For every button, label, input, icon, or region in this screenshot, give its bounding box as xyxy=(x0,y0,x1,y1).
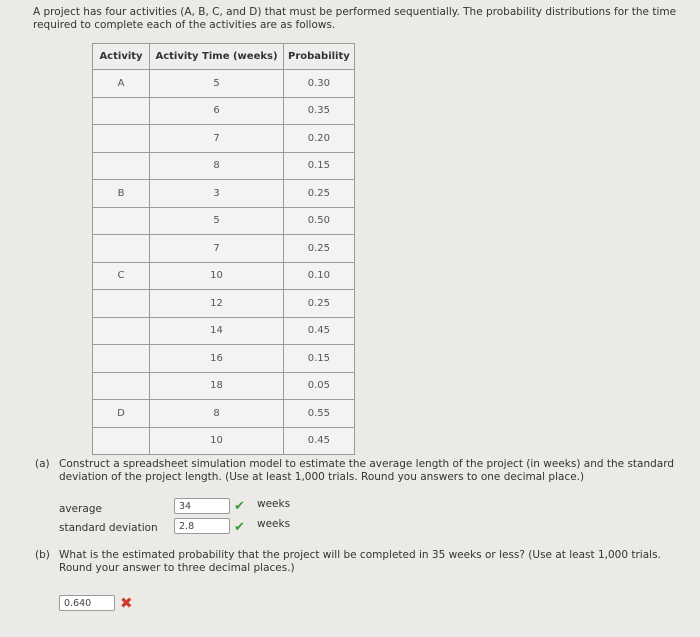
part-b-text: What is the estimated probability that the project will be completed in 35 weeks or less? (Use at least 1,000 trials. Round your answer to three decimal places.) xyxy=(59,549,661,574)
activity-cell: B xyxy=(93,180,150,208)
table-row xyxy=(93,97,355,125)
time-cell: 8 xyxy=(150,152,284,180)
time-cell: 14 xyxy=(150,317,284,345)
probability-input[interactable]: 0.640 xyxy=(59,595,115,611)
table-row xyxy=(93,262,355,290)
table-row xyxy=(93,427,355,455)
distribution-table xyxy=(92,43,355,455)
time-cell: 16 xyxy=(150,345,284,373)
activity-cell xyxy=(93,427,150,455)
activity-cell xyxy=(93,372,150,400)
table-row xyxy=(93,125,355,153)
time-cell: 5 xyxy=(150,207,284,235)
probability-cell: 0.50 xyxy=(284,207,355,235)
probability-cell: 0.45 xyxy=(284,317,355,345)
probability-incorrect-cross-icon: ✖ xyxy=(120,594,133,612)
part-a-text: Construct a spreadsheet simulation model to estimate the average length of the project (in weeks) and the standard deviation of the project length. (Use at least 1,000 trials. Round you answers to one decimal place.) xyxy=(59,458,675,483)
activity-cell xyxy=(93,290,150,318)
probability-cell: 0.30 xyxy=(284,70,355,98)
table-row xyxy=(93,372,355,400)
activity-cell xyxy=(93,207,150,235)
activity-cell xyxy=(93,152,150,180)
sd-correct-check-icon: ✔ xyxy=(234,520,245,535)
activity-cell xyxy=(93,235,150,263)
time-cell: 8 xyxy=(150,400,284,428)
table-row xyxy=(93,152,355,180)
time-cell: 6 xyxy=(150,97,284,125)
probability-cell: 0.25 xyxy=(284,290,355,318)
average-correct-check-icon: ✔ xyxy=(234,499,245,514)
probability-cell: 0.55 xyxy=(284,400,355,428)
header-activity-time: Activity Time (weeks) xyxy=(150,44,284,70)
activity-cell: A xyxy=(93,70,150,98)
average-unit: weeks xyxy=(257,498,291,510)
probability-cell: 0.45 xyxy=(284,427,355,455)
probability-cell: 0.05 xyxy=(284,372,355,400)
part-a-label: (a) xyxy=(35,458,50,470)
time-cell: 3 xyxy=(150,180,284,208)
part-a-question xyxy=(35,458,690,484)
time-cell: 12 xyxy=(150,290,284,318)
probability-cell: 0.20 xyxy=(284,125,355,153)
probability-cell: 0.35 xyxy=(284,97,355,125)
table-row xyxy=(93,70,355,98)
time-cell: 5 xyxy=(150,70,284,98)
part-b-label: (b) xyxy=(35,549,50,561)
sd-input[interactable]: 2.8 xyxy=(174,518,230,534)
table-row xyxy=(93,400,355,428)
table-row xyxy=(93,317,355,345)
activity-cell xyxy=(93,97,150,125)
probability-cell: 0.25 xyxy=(284,180,355,208)
average-input[interactable]: 34 xyxy=(174,498,230,514)
activity-cell: C xyxy=(93,262,150,290)
table-row xyxy=(93,180,355,208)
sd-label: standard deviation xyxy=(59,522,158,534)
time-cell: 7 xyxy=(150,125,284,153)
table-row xyxy=(93,290,355,318)
table-row xyxy=(93,207,355,235)
sd-unit: weeks xyxy=(257,518,291,530)
probability-cell: 0.25 xyxy=(284,235,355,263)
activity-cell xyxy=(93,345,150,373)
probability-cell: 0.15 xyxy=(284,345,355,373)
average-label: average xyxy=(59,503,102,515)
activity-cell: D xyxy=(93,400,150,428)
table-row xyxy=(93,345,355,373)
problem-intro: A project has four activities (A, B, C, and D) that must be performed sequentially. The probability distributions for the time required to complete each of the activities are as follows. xyxy=(33,6,677,31)
probability-cell: 0.10 xyxy=(284,262,355,290)
table-body xyxy=(93,70,355,455)
header-probability: Probability xyxy=(284,44,355,70)
part-b-question xyxy=(35,549,690,575)
time-cell: 18 xyxy=(150,372,284,400)
activity-cell xyxy=(93,125,150,153)
time-cell: 10 xyxy=(150,427,284,455)
activity-cell xyxy=(93,317,150,345)
table-header-row xyxy=(93,44,355,70)
time-cell: 7 xyxy=(150,235,284,263)
time-cell: 10 xyxy=(150,262,284,290)
probability-cell: 0.15 xyxy=(284,152,355,180)
header-activity: Activity xyxy=(93,44,150,70)
table-row xyxy=(93,235,355,263)
